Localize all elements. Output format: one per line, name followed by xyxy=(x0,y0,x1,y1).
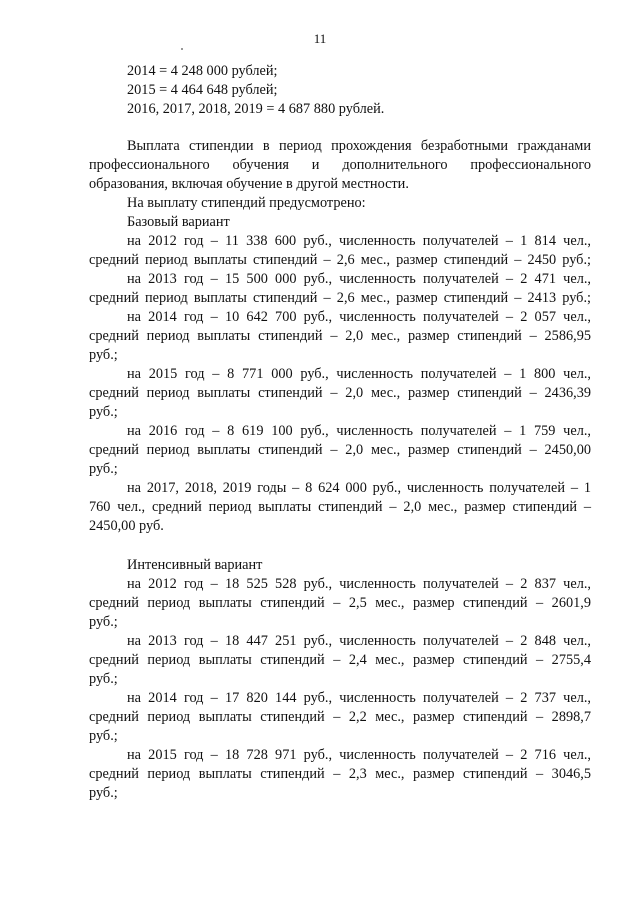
int-2015-line-1: на 2015 год – 18 728 971 руб., численность получателей – 2 716 чел., xyxy=(127,747,591,763)
base-2013-line-2: средний период выплаты стипендий – 2,6 мес., размер стипендий – 2413 руб.; xyxy=(89,290,591,306)
base-2015-line-3: руб.; xyxy=(89,404,118,420)
int-2013-line-1: на 2013 год – 18 447 251 руб., численность получателей – 2 848 чел., xyxy=(127,633,591,649)
int-2014-line-2: средний период выплаты стипендий – 2,2 мес., размер стипендий – 2898,7 xyxy=(89,709,591,725)
int-2015-line-2: средний период выплаты стипендий – 2,3 мес., размер стипендий – 3046,5 xyxy=(89,766,591,782)
page-number: 11 xyxy=(313,31,327,46)
base-2012-line-2: средний период выплаты стипендий – 2,6 мес., размер стипендий – 2450 руб.; xyxy=(89,252,591,268)
paragraph-line: Выплата стипендии в период прохождения безработными гражданами xyxy=(127,138,591,154)
int-2013-line-3: руб.; xyxy=(89,671,118,687)
int-2012-line-1: на 2012 год – 18 525 528 руб., численность получателей – 2 837 чел., xyxy=(127,576,591,592)
int-2015-line-3: руб.; xyxy=(89,785,118,801)
base-2017-line-3: 2450,00 руб. xyxy=(89,518,164,534)
base-2015-line-1: на 2015 год – 8 771 000 руб., численность получателей – 1 800 чел., xyxy=(127,366,591,382)
base-2014-line-3: руб.; xyxy=(89,347,118,363)
base-2016-line-3: руб.; xyxy=(89,461,118,477)
int-2012-line-2: средний период выплаты стипендий – 2,5 мес., размер стипендий – 2601,9 xyxy=(89,595,591,611)
base-2016-line-2: средний период выплаты стипендий – 2,0 мес., размер стипендий – 2450,00 xyxy=(89,442,591,458)
int-2012-line-3: руб.; xyxy=(89,614,118,630)
base-2017-line-2: 760 чел., средний период выплаты стипендий – 2,0 мес., размер стипендий – xyxy=(89,499,591,515)
paragraph-line: профессионального обучения и дополнительного профессионального xyxy=(89,157,591,173)
section-heading-base: Базовый вариант xyxy=(127,214,230,230)
base-2016-line-1: на 2016 год – 8 619 100 руб., численность получателей – 1 759 чел., xyxy=(127,423,591,439)
int-2014-line-1: на 2014 год – 17 820 144 руб., численность получателей – 2 737 чел., xyxy=(127,690,591,706)
paragraph-line: На выплату стипендий предусмотрено: xyxy=(127,195,366,211)
line-cost-2016-2019: 2016, 2017, 2018, 2019 = 4 687 880 рублей. xyxy=(127,101,385,117)
base-2017-line-1: на 2017, 2018, 2019 годы – 8 624 000 руб., численность получателей – 1 xyxy=(127,480,591,496)
scan-speck xyxy=(181,48,183,50)
line-cost-2014: 2014 = 4 248 000 рублей; xyxy=(127,63,278,79)
base-2012-line-1: на 2012 год – 11 338 600 руб., численность получателей – 1 814 чел., xyxy=(127,233,591,249)
base-2014-line-2: средний период выплаты стипендий – 2,0 мес., размер стипендий – 2586,95 xyxy=(89,328,591,344)
base-2014-line-1: на 2014 год – 10 642 700 руб., численность получателей – 2 057 чел., xyxy=(127,309,591,325)
base-2013-line-1: на 2013 год – 15 500 000 руб., численность получателей – 2 471 чел., xyxy=(127,271,591,287)
int-2013-line-2: средний период выплаты стипендий – 2,4 мес., размер стипендий – 2755,4 xyxy=(89,652,591,668)
paragraph-line: образования, включая обучение в другой местности. xyxy=(89,176,409,192)
base-2015-line-2: средний период выплаты стипендий – 2,0 мес., размер стипендий – 2436,39 xyxy=(89,385,591,401)
int-2014-line-3: руб.; xyxy=(89,728,118,744)
section-heading-intensive: Интенсивный вариант xyxy=(127,557,263,573)
line-cost-2015: 2015 = 4 464 648 рублей; xyxy=(127,82,278,98)
